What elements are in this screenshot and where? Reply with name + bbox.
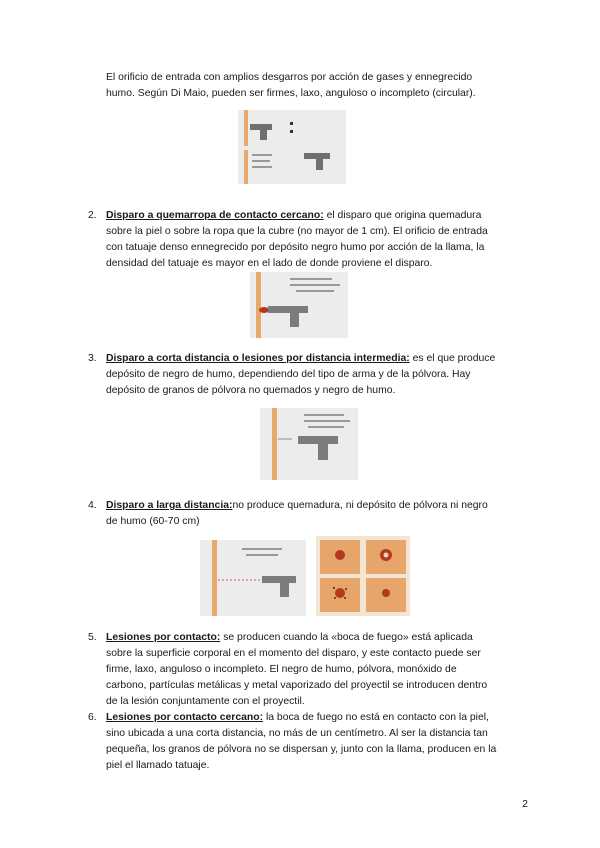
- item-6-number: 6.: [88, 712, 97, 723]
- item-3-text: es el que produce: [409, 353, 496, 364]
- item-3-number: 3.: [88, 353, 97, 364]
- item-6-line-1: [106, 710, 489, 725]
- item-6-text: la boca de fuego no está en contacto con la piel,: [263, 712, 489, 723]
- figure-short-distance: [260, 408, 358, 480]
- figure-long-distance: [200, 540, 306, 616]
- item-2-text: el disparo que origina quemadura: [323, 210, 482, 221]
- figure-point-blank-drawing: [250, 272, 348, 338]
- item-4-line-1: [106, 498, 488, 513]
- item-5-number: 5.: [88, 632, 97, 643]
- item-6-line-2: sino ubicada a una corta distancia, no más de un centímetro. Al ser la distancia tan: [106, 728, 488, 739]
- figure-short-distance-drawing: [260, 408, 358, 480]
- item-3-line-2: depósito de negro de humo, dependiendo del tipo de arma y de la pólvora. Hay: [106, 369, 471, 380]
- item-4-line-2: de humo (60-70 cm): [106, 516, 200, 527]
- figure-wound-comparison-drawing: [316, 536, 410, 616]
- intro-line-2: humo. Según Di Maio, pueden ser firmes, laxo, anguloso o incompleto (circular).: [106, 88, 476, 99]
- item-5-line-5: de la lesión conjuntamente con el proyectil.: [106, 696, 305, 707]
- intro-line-1: El orificio de entrada con amplios desgarros por acción de gases y ennegrecido: [106, 72, 473, 83]
- item-3-line-1: [106, 351, 495, 366]
- item-5-line-4: carbono, partículas metálicas y metal vaporizado del proyectil se introducen dentro: [106, 680, 488, 691]
- item-2-line-4: densidad del tatuaje es mayor en el lado de donde proviene el disparo.: [106, 258, 433, 269]
- item-2-title: Disparo a quemarropa de contacto cercano:: [106, 210, 324, 221]
- figure-wound-comparison: [316, 536, 410, 616]
- item-4-text: no produce quemadura, ni depósito de pólvora ni negro: [232, 500, 488, 511]
- item-2-line-3: con tatuaje denso ennegrecido por depósito negro humo por acción de la llama, la: [106, 242, 485, 253]
- page-number: 2: [522, 798, 528, 810]
- item-2-number: 2.: [88, 210, 97, 221]
- item-2-line-1: [106, 208, 481, 223]
- figure-contact-shot-drawing: [238, 110, 346, 184]
- figure-long-distance-drawing: [200, 540, 306, 616]
- item-5-line-1: [106, 630, 473, 645]
- item-5-line-2: sobre la superficie corporal en el momento del disparo, y este contacto puede ser: [106, 648, 481, 659]
- item-3-title: Disparo a corta distancia o lesiones por distancia intermedia:: [106, 353, 410, 364]
- item-6-title: Lesiones por contacto cercano:: [106, 712, 264, 723]
- item-5-line-3: firme, laxo, anguloso o incompleto. El negro de humo, pólvora, monóxido de: [106, 664, 457, 675]
- figure-point-blank: [250, 272, 348, 338]
- item-5-title: Lesiones por contacto:: [106, 632, 221, 643]
- item-4-title: Disparo a larga distancia:: [106, 500, 233, 511]
- item-2-line-2: sobre la piel o sobre la ropa que la cubre (no mayor de 1 cm). El orificio de entrada: [106, 226, 488, 237]
- item-3-line-3: depósito de granos de pólvora no quemados y negro de humo.: [106, 385, 396, 396]
- item-4-number: 4.: [88, 500, 97, 511]
- item-6-line-4: piel el llamado tatuaje.: [106, 760, 210, 771]
- figure-contact-shot: [238, 110, 346, 184]
- item-6-line-3: pequeña, los granos de pólvora no se dispersan y, junto con la llama, producen en la: [106, 744, 497, 755]
- item-5-text: se producen cuando la «boca de fuego» está aplicada: [220, 632, 473, 643]
